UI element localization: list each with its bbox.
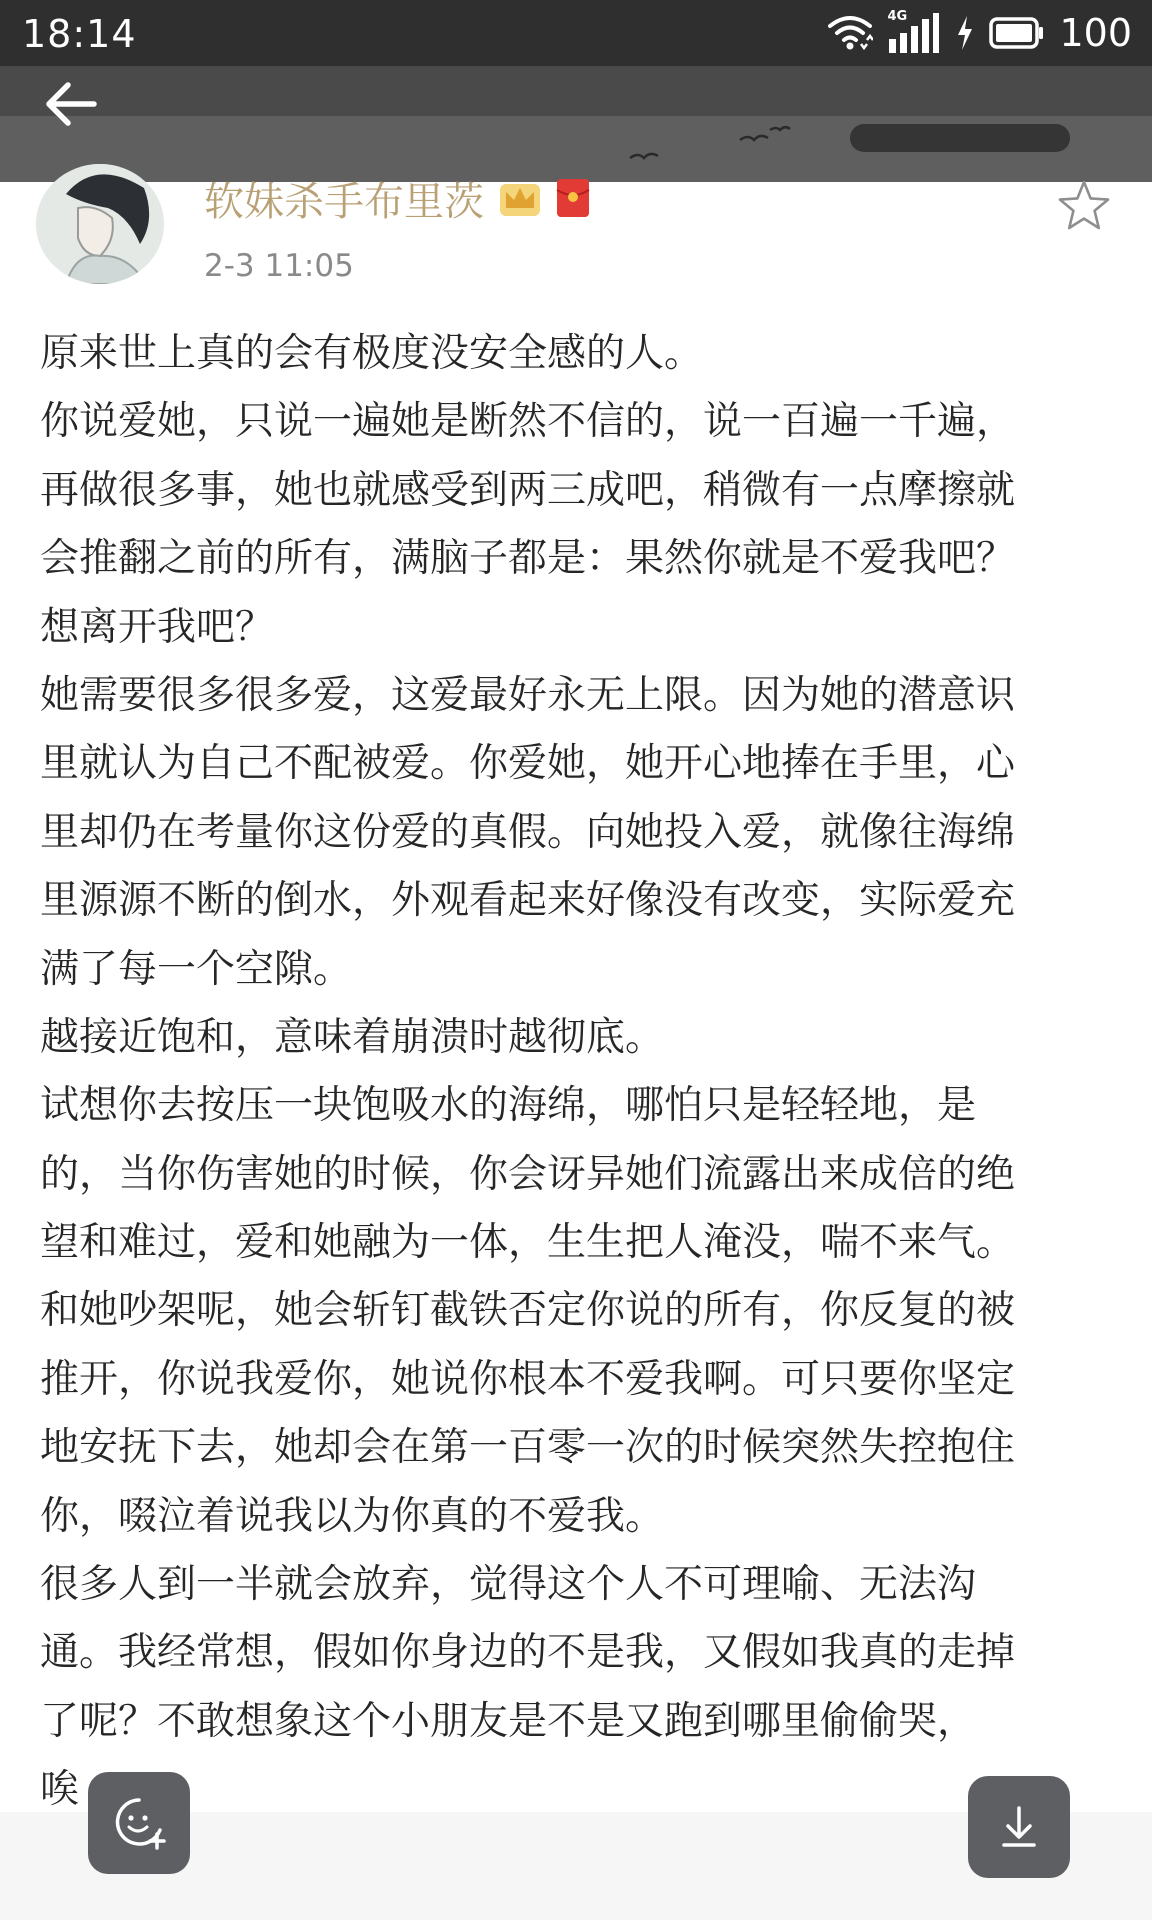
app-header bbox=[0, 66, 1152, 182]
download-button[interactable] bbox=[968, 1776, 1070, 1878]
author-name[interactable]: 软妹杀手布里茨 bbox=[204, 178, 484, 225]
star-outline-icon bbox=[1056, 178, 1112, 234]
post-text-line: 的，当你伤害她的时候，你会讶异她们流露出来成倍的绝 bbox=[40, 1151, 1016, 1197]
post-text-line: 地安抚下去，她却会在第一百零一次的时候突然失控抱住 bbox=[40, 1425, 1016, 1471]
wifi-icon bbox=[827, 14, 873, 52]
post-text-line: 满了每一个空隙。 bbox=[40, 946, 353, 992]
download-icon bbox=[992, 1800, 1046, 1854]
status-icons bbox=[827, 10, 1132, 56]
post-body bbox=[40, 320, 1120, 1825]
bird-decoration bbox=[620, 118, 820, 168]
post-text-line: 唉 bbox=[40, 1767, 80, 1813]
post-text-line: 你，啜泣着说我以为你真的不爱我。 bbox=[40, 1493, 665, 1539]
battery-level: 100 bbox=[1059, 11, 1132, 55]
post-text-line: 很多人到一半就会放弃，觉得这个人不可理喻、无法沟 bbox=[40, 1562, 977, 1608]
post-text-line: 会推翻之前的所有，满脑子都是：果然你就是不爱我吧？ bbox=[40, 536, 1016, 582]
post-text-line: 里就认为自己不配被爱。你爱她，她开心地捧在手里，心 bbox=[40, 741, 1016, 787]
post-text-line: 推开，你说我爱你，她说你根本不爱我啊。可只要你坚定 bbox=[40, 1356, 1016, 1402]
crown-badge-icon bbox=[498, 178, 542, 218]
post-text-line: 试想你去按压一块饱吸水的海绵，哪怕只是轻轻地，是 bbox=[40, 1083, 977, 1129]
post-text-line: 再做很多事，她也就感受到两三成吧，稍微有一点摩擦就 bbox=[40, 467, 1016, 513]
post-text-line: 你说爱她，只说一遍她是断然不信的，说一百遍一千遍， bbox=[40, 399, 1016, 445]
favorite-button[interactable] bbox=[1056, 178, 1112, 234]
arrow-left-icon bbox=[36, 68, 108, 140]
red-packet-icon bbox=[556, 178, 590, 218]
status-bar bbox=[0, 0, 1152, 66]
add-comment-icon bbox=[110, 1794, 168, 1852]
post-text-line: 和她吵架呢，她会斩钉截铁否定你说的所有，你反复的被 bbox=[40, 1288, 1016, 1334]
status-time: 18:14 bbox=[22, 12, 137, 56]
post-text-line: 望和难过，爱和她融为一体，生生把人淹没，喘不来气。 bbox=[40, 1220, 1016, 1266]
post-text-line: 通。我经常想，假如你身边的不是我，又假如我真的走掉 bbox=[40, 1630, 1016, 1676]
post-timestamp: 2-3 11:05 bbox=[204, 248, 354, 284]
post-text-line: 里却仍在考量你这份爱的真假。向她投入爱，就像往海绵 bbox=[40, 809, 1016, 855]
post-text-line: 里源源不断的倒水，外观看起来好像没有改变，实际爱充 bbox=[40, 878, 1016, 924]
post-text-line: 原来世上真的会有极度没安全感的人。 bbox=[40, 331, 704, 376]
back-button[interactable] bbox=[36, 68, 108, 140]
signal-icon bbox=[887, 11, 941, 55]
post-text-line: 她需要很多很多爱，这爱最好永无上限。因为她的潜意识 bbox=[40, 672, 1016, 718]
header-decoration bbox=[850, 124, 1070, 152]
network-type-label: 4G bbox=[887, 9, 908, 24]
post-text-line: 越接近饱和，意味着崩溃时越彻底。 bbox=[40, 1014, 665, 1060]
avatar[interactable] bbox=[36, 164, 164, 284]
author-row bbox=[204, 170, 590, 226]
battery-icon bbox=[989, 16, 1045, 50]
post-text-line: 想离开我吧？ bbox=[40, 604, 275, 650]
charging-icon bbox=[955, 14, 975, 52]
add-comment-button[interactable] bbox=[88, 1772, 190, 1874]
post-text-line: 了呢？不敢想象这个小朋友是不是又跑到哪里偷偷哭， bbox=[40, 1698, 977, 1744]
